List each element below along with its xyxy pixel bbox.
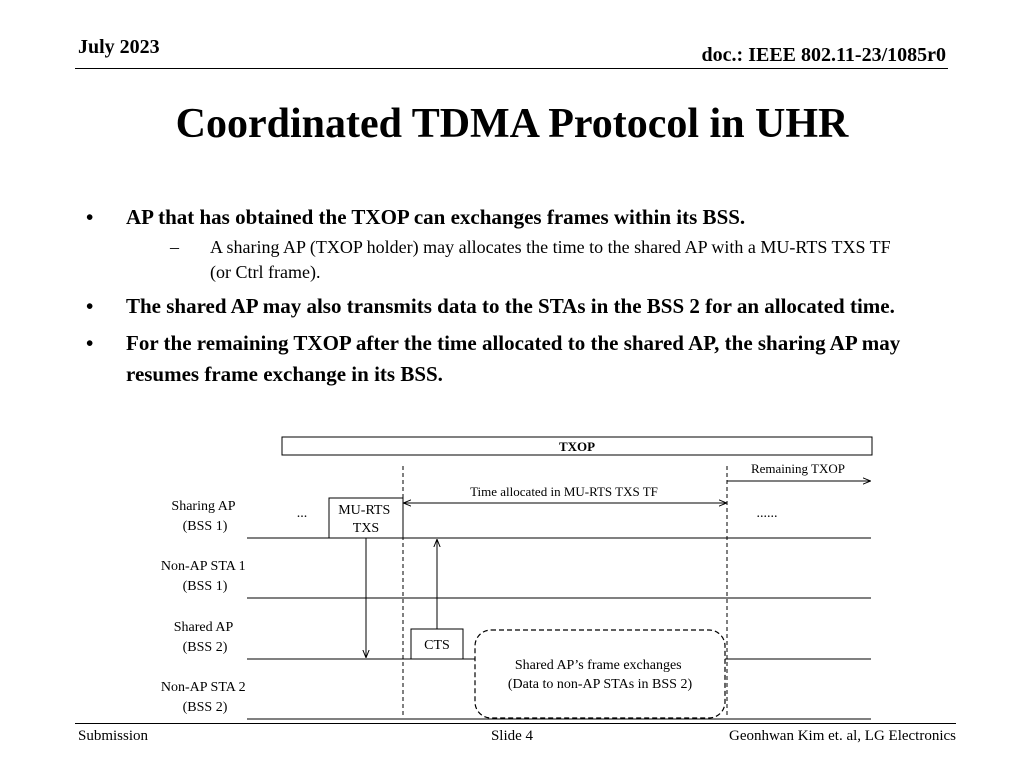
header-date: July 2023 (78, 36, 160, 58)
remaining-txop-label: Remaining TXOP (750, 461, 846, 476)
footer-divider (75, 723, 956, 724)
row-label-non-ap-sta-1: Non-AP STA 1 (BSS 1) (160, 559, 246, 594)
bullet-text: The shared AP may also transmits data to the STAs in the BSS 2 for an allocated time. (126, 294, 895, 318)
footer-slide-number: Slide 4 (490, 728, 534, 744)
ellipsis-right: ...... (756, 506, 778, 521)
bullet-text: AP that has obtained the TXOP can exchanges frames within its BSS. (126, 205, 746, 229)
txop-label: TXOP (558, 439, 596, 454)
bullet-text: For the remaining TXOP after the time allocated to the shared AP, the sharing AP may resumes frame exchange in its BSS. (126, 331, 901, 386)
bullet-marker: • (86, 331, 94, 355)
bullet-marker: • (86, 294, 94, 318)
header-doc-id: doc.: IEEE 802.11-23/1085r0 (701, 44, 946, 66)
row-label-shared-ap: Shared AP (BSS 2) (173, 620, 233, 655)
footer-submission: Submission (78, 728, 149, 744)
time-allocated-label: Time allocated in MU-RTS TXS TF (470, 484, 658, 499)
bullet-marker: • (86, 205, 94, 229)
sub-bullet-text: A sharing AP (TXOP holder) may allocates the time to the shared AP with a MU-RTS TXS TF (or Ctrl frame). (210, 237, 891, 282)
frame-exchange-label: Shared AP’s frame exchanges (Data to non-AP STAs in BSS 2) (507, 658, 693, 692)
slide-title: Coordinated TDMA Protocol in UHR (175, 101, 849, 147)
frame-exchange-region (475, 630, 725, 718)
row-label-sharing-ap: Sharing AP (BSS 1) (171, 499, 236, 534)
row-label-non-ap-sta-2: Non-AP STA 2 (BSS 2) (160, 680, 246, 715)
cts-label: CTS (424, 638, 450, 653)
ellipsis-left: ... (296, 506, 308, 521)
sub-bullet-marker: – (170, 237, 179, 257)
footer-authors: Geonhwan Kim et. al, LG Electronics (728, 728, 956, 744)
mu-rts-txs-label: MU-RTS TXS (338, 503, 391, 536)
